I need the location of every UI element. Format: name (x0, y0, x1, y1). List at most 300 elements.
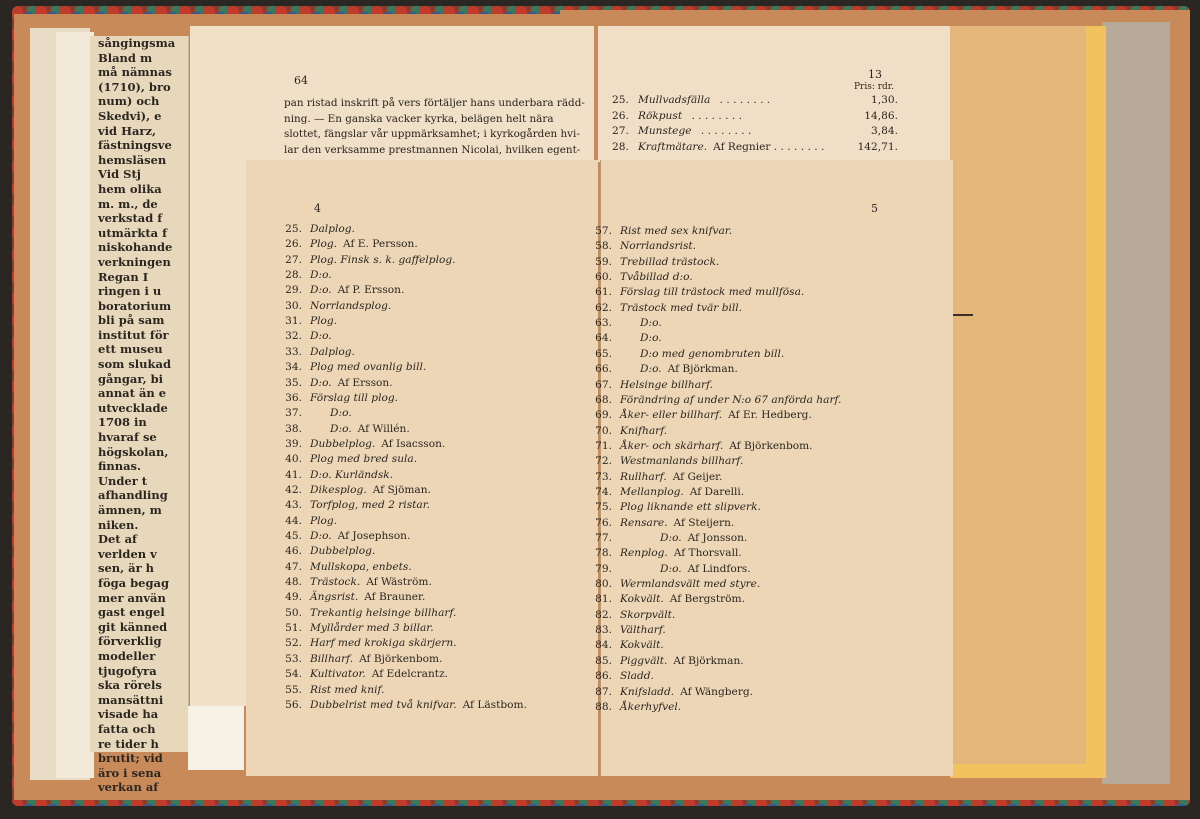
entry-number: 37. (285, 407, 302, 420)
clipping-line: mansättni (98, 692, 164, 707)
entry-number: 70. (595, 424, 612, 437)
clipping-line: ringen i u (98, 284, 162, 299)
entry-title: Tvåbillad d:o. (620, 271, 693, 284)
list-item (584, 655, 744, 667)
entry-title: Ängsrist. (310, 591, 359, 604)
entry-number: 31. (285, 315, 302, 328)
entry-number: 26. (612, 109, 629, 122)
clipping-line: brutit; vid (98, 751, 163, 766)
entry-number: 65. (595, 347, 612, 360)
entry-title: Kultivator. (310, 668, 366, 681)
clipping-line: må nämnas (98, 65, 172, 80)
entry-number: 78. (595, 547, 612, 560)
entry-number: 57. (595, 225, 612, 237)
clipping-line: annat än e (98, 386, 167, 401)
entry-author: Af Lindfors. (687, 562, 751, 575)
entry-title: Åker- eller billharf. (620, 409, 723, 422)
entry-title: D:o. (660, 562, 682, 575)
entry-title: Vältharf. (620, 624, 666, 637)
list-item (274, 561, 418, 573)
entry-title: Plog. Finsk s. k. gaffelplog. (310, 253, 456, 266)
entry-title: Renplog. (620, 547, 668, 560)
entry-number: 88. (595, 700, 612, 713)
list-item (274, 637, 463, 649)
list-item (274, 607, 462, 619)
entry-title: Förslag till plog. (310, 391, 398, 404)
entry-number: 60. (595, 271, 612, 284)
entry-title: Harf med krokiga skärjern. (310, 637, 457, 650)
entry-number: 53. (285, 652, 302, 665)
list-item (274, 622, 440, 634)
list-item (274, 438, 445, 450)
entry-author: Af Geijer. (672, 470, 723, 483)
entry-number: 27. (285, 253, 302, 266)
entry-number: 35. (285, 376, 302, 389)
entry-title: Wermlandsvält med styre. (620, 578, 761, 591)
list-item (274, 407, 358, 419)
clipping-line: gångar, bi (98, 371, 163, 386)
clipping-line: verkningen (98, 254, 171, 269)
clipping-line: hem olika (98, 181, 162, 196)
entry-title: D:o. (310, 530, 332, 542)
clipping-line: hvaraf se (98, 430, 157, 445)
entry-title: Piggvält. (620, 654, 668, 667)
entry-author: Af P. Ersson. (337, 284, 405, 297)
page-number: 5 (871, 202, 878, 215)
entry-title: Mullvadsfälla (638, 94, 711, 106)
entry-author: Af Lästbom. (462, 698, 527, 711)
entry-title: Förändring af under N:o 67 anförda harf. (620, 393, 842, 406)
entry-number: 42. (285, 483, 302, 496)
clipping-line: modeller (98, 648, 156, 663)
entry-title: D:o. (310, 284, 332, 297)
entry-number: 73. (595, 470, 612, 483)
list-item (584, 317, 668, 329)
entry-title: Rökpust (638, 109, 683, 122)
entry-title: Rist med sex knifvar. (620, 225, 733, 237)
entry-author: Af Edelcrantz. (371, 668, 449, 681)
list-item (584, 547, 742, 559)
entry-title: Plog. (310, 238, 338, 251)
entry-title: Trebillad trästock. (620, 255, 720, 268)
entry-number: 71. (595, 439, 612, 452)
dot-leader: . . . . . . . . (697, 125, 752, 137)
entry-author: Af Brauner. (364, 591, 426, 604)
entry-title: Dalplog. (310, 345, 355, 358)
clipping-line: verkstad f (98, 211, 163, 226)
entry-author: Af Steijern. (673, 516, 735, 529)
list-item (274, 330, 338, 342)
entry-number: 80. (595, 578, 612, 591)
clipping-line: högskolan, (98, 444, 169, 459)
clipping-line: finnas. (98, 459, 142, 474)
list-item (584, 302, 748, 314)
entry-number: 56. (285, 698, 302, 711)
clipping-line: re tider h (98, 736, 159, 751)
entry-number: 79. (595, 562, 612, 575)
price-value: 14,86. (864, 109, 898, 122)
entry-title: D:o. (310, 269, 332, 282)
list-item (274, 392, 404, 404)
entry-title: D:o. (640, 317, 662, 330)
entry-author: Af Jonsson. (687, 532, 748, 544)
entry-author: Af Björkman. (667, 363, 738, 376)
list-item (584, 624, 672, 636)
entry-author: Af Willén. (357, 422, 410, 435)
clipping-line: m. m., de (98, 196, 158, 211)
entry-title: Förslag till trästock med mullfösa. (620, 286, 805, 299)
price-row (612, 141, 898, 153)
clipping-line: git känned (98, 619, 168, 634)
list-item (274, 545, 381, 557)
text-line: lar den verksamme prestmannen Nicolai, hvilken egent- (284, 143, 581, 156)
page-number: 4 (314, 202, 321, 215)
price-row (612, 110, 898, 122)
entry-number: 50. (285, 606, 302, 619)
clipping-line: (1710), bro (98, 79, 171, 94)
clipping-line: utmärkta f (98, 225, 168, 240)
list-item (584, 593, 745, 605)
dot-leader: . . . . . . . . (688, 109, 742, 122)
list-item (584, 363, 738, 375)
entry-title: D:o. (660, 532, 682, 544)
entry-title: Kokvält. (620, 639, 664, 652)
list-item (584, 240, 702, 252)
list-item (584, 578, 766, 590)
entry-number: 28. (612, 140, 629, 153)
entry-number: 84. (595, 639, 612, 652)
list-item (584, 286, 810, 298)
list-item (584, 455, 749, 467)
list-item (584, 486, 744, 498)
entry-number: 34. (285, 361, 302, 374)
list-item (584, 425, 673, 437)
entry-title: D:o. (640, 332, 662, 345)
clipping-line: ska rörels (98, 678, 162, 693)
clipping-line: afhandling (98, 488, 168, 503)
entry-number: 41. (285, 468, 302, 481)
clipping-line: tjugofyra (98, 663, 157, 678)
entry-number: 63. (595, 317, 612, 330)
entry-number: 27. (612, 125, 629, 137)
list-item (584, 225, 738, 237)
list-item (274, 469, 399, 481)
list-item (274, 223, 361, 235)
list-item (274, 300, 397, 312)
entry-title: Billharf. (310, 652, 354, 665)
entry-number: 26. (285, 238, 302, 251)
list-item (274, 499, 436, 511)
list-item (274, 576, 432, 588)
list-item (274, 238, 418, 250)
entry-number: 82. (595, 608, 612, 621)
list-item (274, 591, 425, 603)
list-item (584, 686, 753, 698)
list-item (584, 348, 790, 360)
dot-leader: . . . . . . . . (770, 140, 825, 153)
entry-title: Sladd. (620, 670, 654, 683)
text-line: pan ristad inskrift på vers förtäljer hans underbara rädd- (284, 97, 585, 109)
list-item (274, 361, 432, 373)
list-item (274, 254, 461, 266)
entry-number: 38. (285, 422, 302, 435)
entry-title: Trekantig helsinge billharf. (310, 606, 457, 619)
text-line: ning. — En ganska vacker kyrka, belägen helt nära (284, 112, 554, 125)
entry-title: Plog. (310, 514, 338, 527)
price-value: 1,30. (871, 94, 898, 106)
entry-title: D:o. Kurländsk. (310, 468, 394, 481)
entry-number: 83. (595, 624, 612, 637)
entry-number: 25. (612, 94, 629, 106)
list-item (274, 423, 410, 435)
entry-author: Af Wäström. (366, 576, 432, 589)
clipping-line: verlden v (98, 546, 157, 561)
list-item (584, 517, 734, 529)
clipping-line: sångingsma (98, 36, 176, 50)
white-slip (188, 706, 244, 770)
entry-title: Knifharf. (620, 424, 668, 437)
entry-title: Helsinge billharf. (620, 378, 714, 391)
entry-title: Dubbelplog. (310, 545, 376, 558)
clipping-line: vid Harz, (98, 123, 157, 138)
clipping-line: verkan af (98, 780, 159, 795)
ink-mark (953, 314, 973, 316)
list-item (584, 501, 767, 513)
entry-title: Rullharf. (620, 470, 667, 483)
gray-endsheet (1102, 22, 1170, 784)
list-item (274, 453, 423, 465)
list-item (584, 532, 747, 544)
entry-author: Af E. Persson. (343, 238, 418, 251)
clipping-line: gast engel (98, 605, 165, 620)
clipping-line: ett museu (98, 342, 163, 357)
clipping-line: Vid Stj (98, 167, 141, 182)
list-item (584, 409, 812, 421)
entry-title: D:o. (310, 330, 332, 343)
entry-number: 39. (285, 437, 302, 450)
clipping-line: Bland m (98, 50, 153, 65)
clipping-line: äro i sena (98, 765, 162, 780)
page-number: 13 (868, 68, 882, 81)
price-header: Pris: rdr. (854, 82, 894, 92)
page-5 (600, 160, 953, 776)
entry-number: 85. (595, 654, 612, 667)
entry-number: 54. (285, 668, 302, 681)
entry-number: 59. (595, 255, 612, 268)
clipping-line: hemsläsen (98, 152, 167, 167)
clipping-line: visade ha (98, 707, 159, 722)
entry-author: Af Darelli. (689, 485, 745, 498)
entry-number: 30. (285, 299, 302, 312)
clipping-line: bli på sam (98, 313, 165, 328)
entry-author: Af Björkenbom. (729, 439, 813, 452)
dot-leader: . . . . . . . . (716, 94, 771, 106)
list-item (584, 701, 687, 713)
clipping-line: sen, är h (98, 561, 155, 576)
list-item (274, 684, 390, 696)
entry-number: 58. (595, 240, 612, 253)
entry-title: Trästock med tvär bill. (620, 301, 743, 314)
list-item (274, 284, 404, 296)
entry-title: Rensare. (620, 516, 668, 529)
list-item (584, 271, 699, 283)
entry-title: D:o med genombruten bill. (640, 347, 785, 360)
clipping-line: fästningsve (98, 138, 172, 153)
entry-number: 74. (595, 485, 612, 498)
price-value: 3,84. (871, 125, 898, 137)
entry-author: Af Er. Hedberg. (728, 409, 812, 422)
entry-number: 51. (285, 622, 302, 635)
entry-title: Norrlandsrist. (620, 240, 697, 253)
list-item (584, 440, 813, 452)
clipping-line: Det af (98, 532, 138, 547)
entry-author: Af Wängberg. (680, 685, 754, 698)
price-value: 142,71. (857, 140, 898, 153)
entry-title: Kraftmätare. (638, 140, 708, 153)
entry-title: Dubbelrist med två knifvar. (310, 698, 457, 711)
clipping-line: utvecklade (98, 400, 168, 415)
entry-number: 28. (285, 269, 302, 282)
entry-title: Trästock. (310, 576, 361, 589)
entry-title: Plog med ovanlig bill. (310, 361, 427, 374)
entry-number: 49. (285, 591, 302, 604)
entry-title: D:o. (640, 363, 662, 376)
entry-title: D:o. (310, 376, 332, 389)
list-item (274, 668, 448, 680)
clipping-line: fatta och (98, 721, 156, 736)
list-item (584, 670, 660, 682)
entry-title: Skorpvält. (620, 608, 676, 621)
entry-title: Åkerhyfvel. (620, 700, 682, 713)
list-item (274, 699, 527, 711)
list-item (584, 563, 751, 575)
entry-title: Dubbelplog. (310, 437, 376, 450)
clipping-line: som slukad (98, 357, 171, 372)
list-item (274, 269, 338, 281)
entry-number: 52. (285, 637, 302, 650)
list-item (584, 332, 668, 344)
list-item (274, 515, 343, 527)
list-item (274, 653, 442, 665)
entry-title: Myllårder med 3 billar. (310, 622, 434, 635)
list-item (274, 346, 361, 358)
entry-number: 77. (595, 532, 612, 544)
entry-title: D:o. (330, 407, 352, 420)
clipping-line: Regan I (98, 269, 149, 284)
clipping-line: Under t (98, 473, 148, 488)
entry-number: 75. (595, 501, 612, 514)
entry-title: Mullskopa, enbets. (310, 560, 412, 573)
clipping-line: förverklig (98, 634, 162, 649)
clipping-line: num) och (98, 94, 160, 109)
entry-number: 44. (285, 514, 302, 527)
entry-author: Af Ersson. (337, 376, 393, 389)
entry-title: Knifsladd. (620, 685, 675, 698)
entry-number: 81. (595, 593, 612, 606)
entry-title: Plog. (310, 315, 338, 328)
entry-number: 55. (285, 683, 302, 696)
entry-number: 69. (595, 409, 612, 422)
entry-number: 29. (285, 284, 302, 297)
entry-number: 72. (595, 455, 612, 468)
entry-number: 66. (595, 363, 612, 376)
entry-number: 64. (595, 332, 612, 345)
entry-number: 43. (285, 499, 302, 512)
entry-number: 67. (595, 378, 612, 391)
entry-number: 40. (285, 453, 302, 466)
list-item (274, 377, 393, 389)
entry-title: Torfplog, med 2 ristar. (310, 499, 430, 512)
entry-title: Plog liknande ett slipverk. (620, 501, 761, 514)
clipping-line: niken. (98, 517, 139, 532)
list-item (584, 256, 725, 268)
entry-author: Af Thorsvall. (673, 547, 742, 560)
entry-author: Af Björkman. (673, 654, 744, 667)
price-row (612, 125, 898, 137)
entry-number: 46. (285, 545, 302, 558)
list-item (274, 315, 343, 327)
price-row (612, 94, 898, 106)
entry-number: 36. (285, 391, 302, 404)
entry-number: 87. (595, 685, 612, 698)
list-item (584, 379, 719, 391)
entry-title: Dikesplog. (310, 483, 367, 496)
entry-number: 25. (285, 223, 302, 235)
clipping-line: boratorium (98, 298, 172, 313)
entry-title: Mellanplog. (620, 485, 684, 498)
list-item (584, 609, 681, 621)
list-item (584, 394, 847, 406)
clipping-line: föga begag (98, 575, 170, 590)
clipping-line: ämnen, m (98, 503, 162, 517)
entry-author: Af Isacsson. (381, 437, 446, 450)
list-item (274, 530, 410, 542)
entry-number: 48. (285, 576, 302, 589)
entry-title: Dalplog. (310, 223, 355, 235)
entry-title: Plog med bred sula. (310, 453, 418, 466)
entry-title: Kokvält. (620, 593, 664, 606)
clipping-line: mer använ (98, 590, 166, 605)
tan-insert-sheet (950, 26, 1086, 764)
entry-author: Af Regnier (713, 140, 771, 153)
clipping-line: institut för (98, 327, 169, 342)
clipping-line: Skedvi), e (98, 108, 162, 123)
list-item (584, 639, 670, 651)
entry-author: Af Sjöman. (372, 483, 431, 496)
entry-number: 32. (285, 330, 302, 343)
entry-number: 45. (285, 530, 302, 542)
entry-number: 61. (595, 286, 612, 299)
entry-title: Munstege (638, 125, 692, 137)
entry-author: Af Björkenbom. (359, 652, 443, 665)
entry-title: Rist med knif. (310, 683, 385, 696)
list-item (274, 484, 431, 496)
entry-number: 68. (595, 393, 612, 406)
entry-title: Åker- och skärharf. (620, 439, 724, 452)
entry-number: 33. (285, 345, 302, 358)
text-line: slottet, fängslar vår uppmärksamhet; i kyrkogården hvi- (284, 128, 580, 140)
list-item (584, 471, 722, 483)
entry-number: 62. (595, 301, 612, 314)
page-edge-left (56, 32, 94, 778)
clipping-line: 1708 in (98, 415, 147, 430)
entry-number: 86. (595, 670, 612, 683)
clipping-line: niskohande (98, 240, 173, 255)
entry-author: Af Bergström. (669, 593, 745, 606)
page-number: 64 (294, 74, 308, 87)
entry-number: 47. (285, 560, 302, 573)
newspaper-clipping (90, 36, 189, 795)
